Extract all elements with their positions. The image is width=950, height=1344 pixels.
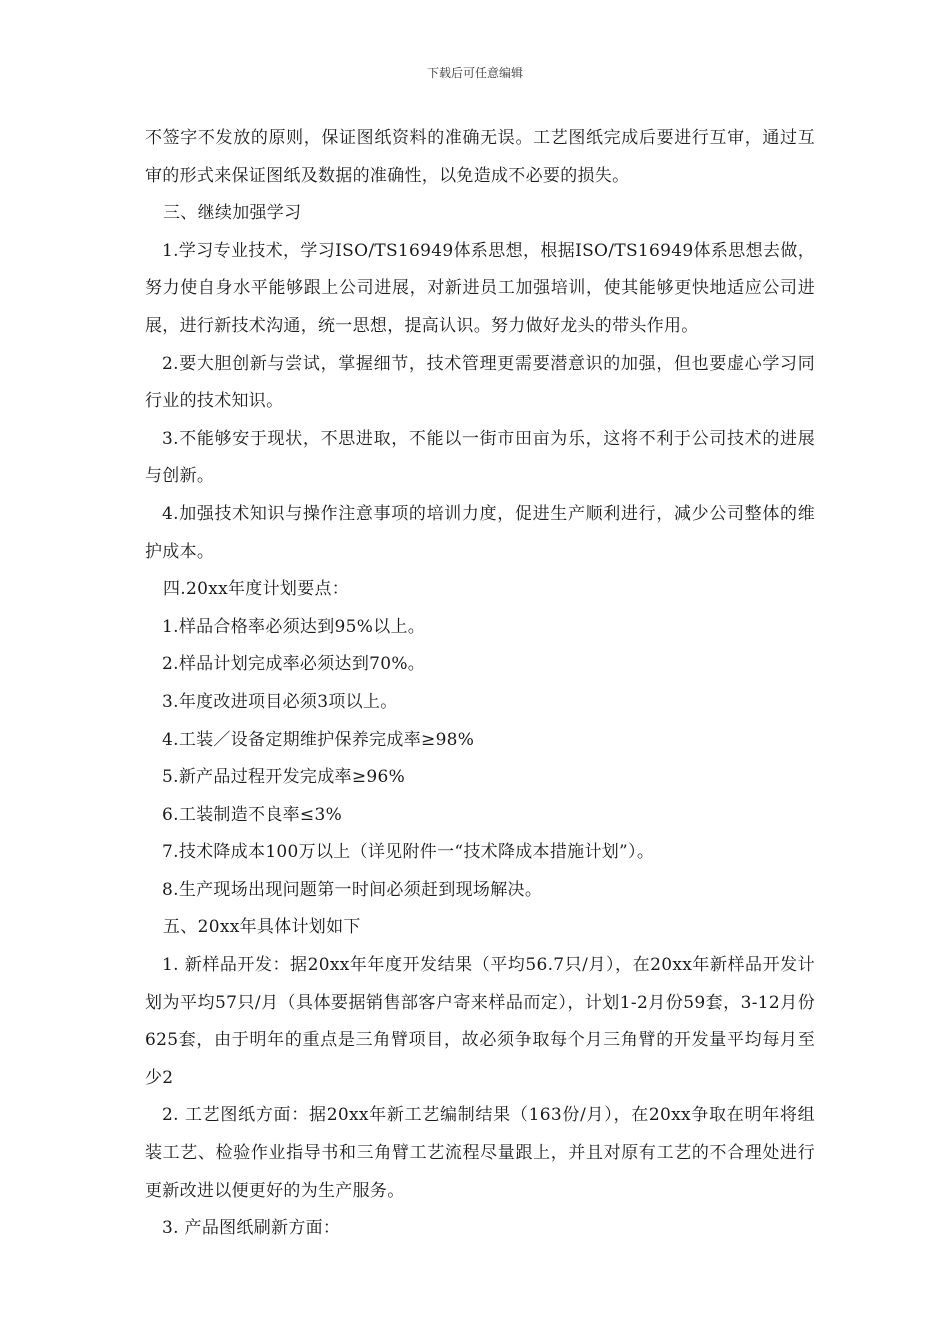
list-item-plan-2: 2.样品计划完成率必须达到70%。 <box>162 654 426 675</box>
section-heading-plan-points: 四.20xx年度计划要点： <box>163 579 350 600</box>
list-item-plan-6: 6.工装制造不良率≤3% <box>162 804 343 825</box>
list-item-plan-8: 8.生产现场出现问题第一时间必须赶到现场解决。 <box>162 879 543 900</box>
list-item-learning-3: 3.不能够安于现状，不思进取，不能以一街市田亩为乐，这将不利于公司技术的进展与创新。 <box>145 428 815 487</box>
list-item-detail-3: 3. 产品图纸刷新方面： <box>162 1218 341 1239</box>
list-item-plan-5: 5.新产品过程开发完成率≥96% <box>162 767 406 788</box>
paragraph-drawing-review: 不签字不发放的原则，保证图纸资料的准确无误。工艺图纸完成后要进行互审，通过互审的形式来保证图纸及数据的准确性，以免造成不必要的损失。 <box>145 128 815 186</box>
section-heading-learning: 三、继续加强学习 <box>163 203 302 224</box>
list-item-plan-3: 3.年度改进项目必须3项以上。 <box>162 691 398 712</box>
list-item-learning-1: 1.学习专业技术，学习ISO/TS16949体系思想，根据ISO/TS16949体系思想去做，努力使自身水平能够跟上公司进展，对新进员工加强培训，使其能够更快地适应公司进展，进行新技术沟通，统一思想，提高认识。努力做好龙头的带头作用。 <box>145 240 815 336</box>
list-item-plan-7: 7.技术降成本100万以上（详见附件一“技术降成本措施计划”）。 <box>162 842 655 863</box>
list-item-plan-4: 4.工装／设备定期维护保养完成率≥98% <box>162 729 475 750</box>
list-item-learning-4: 4.加强技术知识与操作注意事项的培训力度，促进生产顺利进行，减少公司整体的维护成本。 <box>145 503 815 562</box>
list-item-learning-2: 2.要大胆创新与尝试，掌握细节，技术管理更需要潜意识的加强，但也要虚心学习同行业的技术知识。 <box>145 353 815 412</box>
list-item-detail-1: 1. 新样品开发：据20xx年年度开发结果（平均56.7只/月），在20xx年新样品开发计划为平均57只/月（具体要据销售部客户寄来样品而定），计划1-2月份59套，3-12月份625套，由于明年的重点是三角臂项目，故必须争取每个月三角臂的开发量平均每月至少2 <box>145 955 815 1088</box>
section-heading-detailed-plan: 五、20xx年具体计划如下 <box>163 917 361 938</box>
document-body <box>145 120 815 1248</box>
list-item-detail-2: 2. 工艺图纸方面：据20xx年新工艺编制结果（163份/月），在20xx争取在明年将组装工艺、检验作业指导书和三角臂工艺流程尽量跟上，并且对原有工艺的不合理处进行更新改进以便更好的为生产服务。 <box>145 1105 815 1201</box>
list-item-plan-1: 1.样品合格率必须达到95%以上。 <box>162 616 426 637</box>
page-header-note: 下载后可任意编辑 <box>426 66 523 80</box>
